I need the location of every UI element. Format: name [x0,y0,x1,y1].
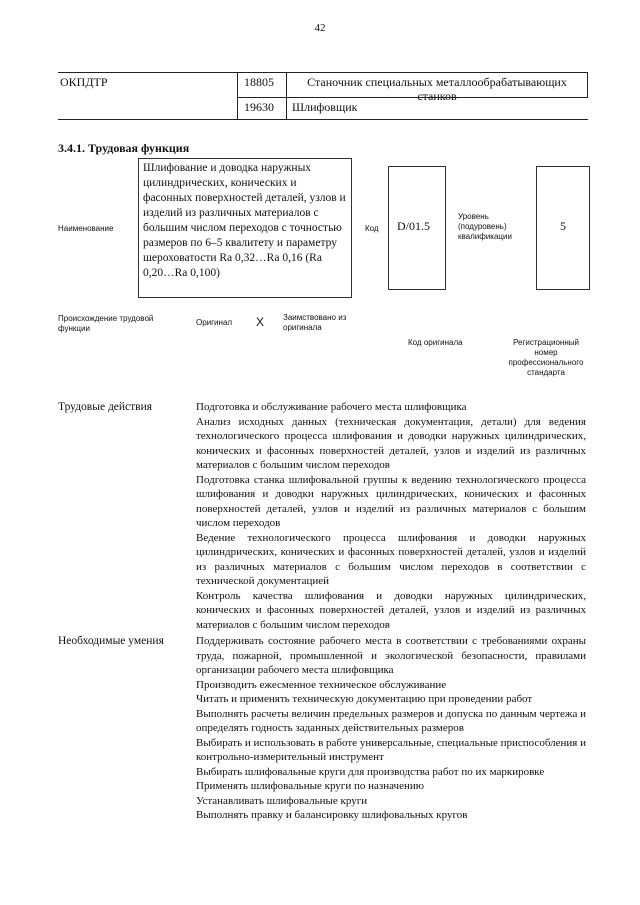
okpdtr-label: ОКПДТР [58,73,238,119]
original-mark: X [256,315,265,329]
list-item: Анализ исходных данных (техническая документация, детали) для ведения технологического процесса шлифования и доводки наружных цилиндрических, конических и фасонных поверхностей деталей, узлов и изделий из различных материалов с большим числом переходов [196,415,586,471]
list-item: Поддерживать состояние рабочего места в соответствии с требованиями охраны труда, пожарной, промышленной и экологической безопасности, правилами организации рабочего места шлифовщика [196,635,586,676]
page-number: 42 [314,22,326,34]
code-original-label: Код оригинала [408,338,463,347]
list-item: Устанавливать шлифовальные круги [196,794,368,807]
labor-actions-label: Трудовые действия [58,401,153,413]
list-item: Выбирать и использовать в работе универсальные, специальные приспособления и контрольно-измерительный инструмент [196,736,586,763]
kod-label: Код [365,224,379,233]
okpdtr-name: Станочник специальных металлообрабатывающих станков [307,75,567,103]
labor-actions-list [196,400,586,632]
list-item: Применять шлифовальные круги по назначению [196,780,424,792]
list-item: Читать и применять техническую документацию при проведении работ [196,693,533,705]
okpdtr-name: Шлифовщик [292,100,358,114]
list-item: Подготовка и обслуживание рабочего места шлифовщика [196,401,467,413]
list-item: Выполнять расчеты величин предельных размеров и допуска по данным чертежа и определять годность заданных действительных размеров [196,707,586,734]
reg-number-label: Регистрационный номер профессионального стандарта [508,338,584,377]
okpdtr-table [58,72,588,120]
okpdtr-right-border [587,73,588,97]
section-title: 3.4.1. Трудовая функция [58,141,190,155]
list-item: Выполнять правку и балансировку шлифовальных кругов [196,809,468,821]
okpdtr-code: 18805 [244,75,274,89]
function-name-box: Шлифование и доводка наружных цилиндрических, конических и фасонных поверхностей деталей, узлов и изделий из различных материалов с большим числом переходов с точностью размеров по 6–5 квалитету и параметру шероховатости Ra 0,32…Ra 0,16 (Ra 0,20…Ra 0,100) [138,158,352,298]
list-item: Ведение технологического процесса шлифования и доводки наружных цилиндрических, конических и фасонных поверхностей деталей, узлов и изделий из различных материалов с большим числом переходов в соответствии с технической документацией [196,531,586,587]
list-item: Производить ежесменное техническое обслуживание [196,678,447,691]
original-label: Оригинал [196,318,233,327]
naim-label: Наименование [58,224,114,233]
skills-label: Необходимые умения [58,635,164,647]
level-label: Уровень (подуровень) квалификации [458,212,512,241]
skills-list [196,634,586,823]
list-item: Подготовка станка шлифовальной группы к ведению технологического процесса шлифования и доводки наружных цилиндрических, конических и фасонных поверхностей деталей, узлов и изделий из различных материалов с большим числом переходов [196,473,586,529]
origin-label: Происхождение трудовой функции [58,314,154,333]
kod-value: D/01.5 [388,166,446,290]
list-item: Контроль качества шлифования и доводки наружных цилиндрических, конических и фасонных поверхностей деталей, узлов и изделий из различных материалов с большим числом переходов [196,589,586,631]
okpdtr-code: 19630 [244,100,274,114]
borrowed-label: Заимствовано из оригинала [283,313,347,332]
level-value: 5 [536,166,590,290]
list-item: Выбирать шлифовальные круги для производства работ по их маркировке [196,765,545,778]
